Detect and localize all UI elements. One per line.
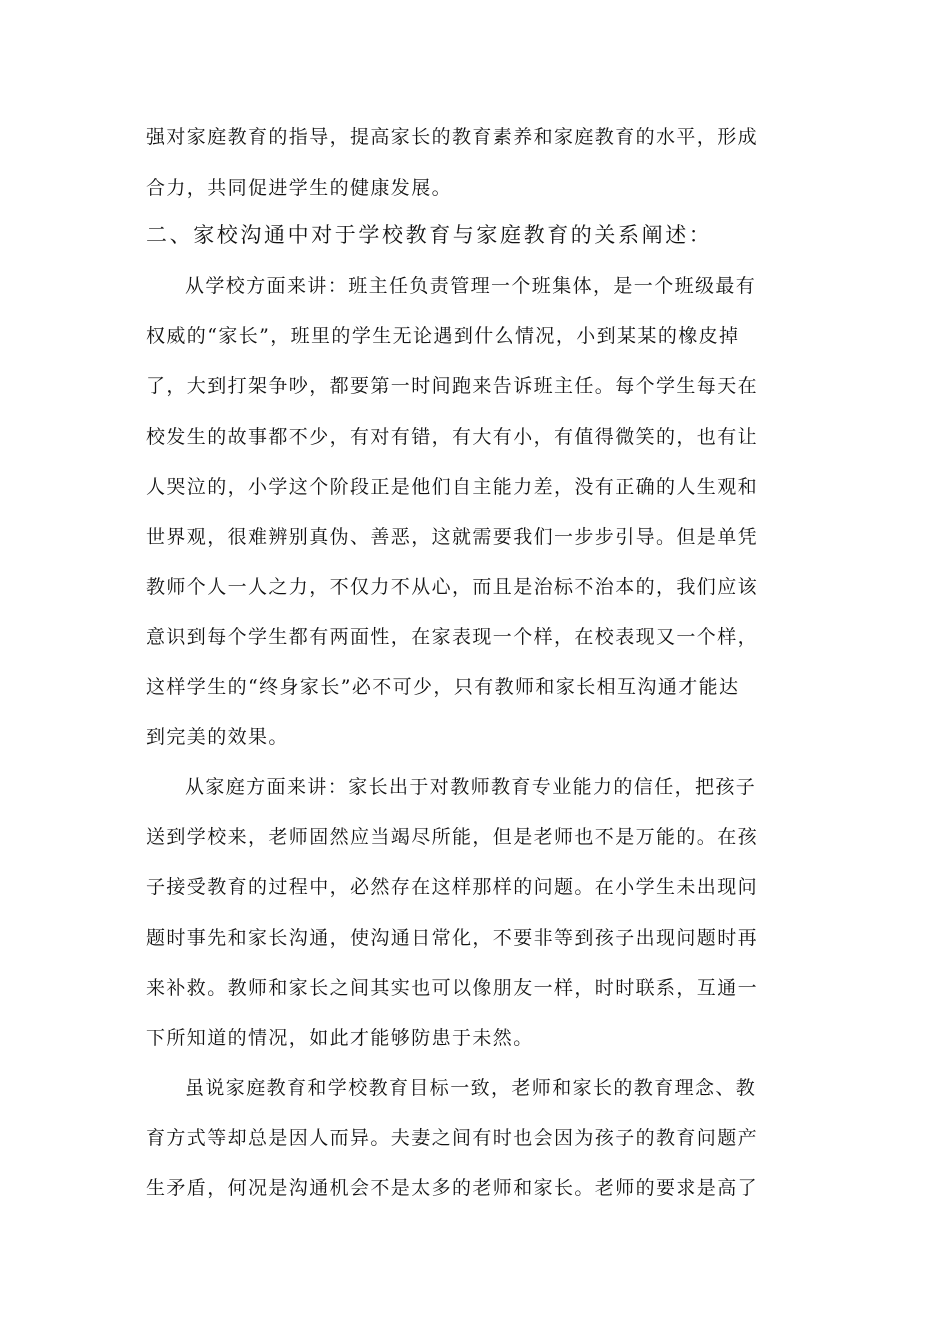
paragraph2-line-4: 题时事先和家长沟通，使沟通日常化，不要非等到孩子出现问题时再: [146, 927, 759, 949]
paragraph1-line-9: 这样学生的“终身家长”必不可少，只有教师和家长相互沟通才能达: [146, 676, 740, 698]
intro-line-2: 合力，共同促进学生的健康发展。: [146, 177, 453, 199]
paragraph1-line-3: 了，大到打架争吵，都要第一时间跑来告诉班主任。每个学生每天在: [146, 375, 759, 397]
paragraph1-line-8: 意识到每个学生都有两面性，在家表现一个样，在校表现又一个样，: [146, 626, 759, 648]
paragraph1-line-7: 教师个人一人之力，不仅力不从心，而且是治标不治本的，我们应该: [146, 576, 759, 598]
paragraph3-line-3: 生矛盾，何况是沟通机会不是太多的老师和家长。老师的要求是高了: [146, 1177, 759, 1199]
section-heading: 二、家校沟通中对于学校教育与家庭教育的关系阐述：: [146, 223, 713, 247]
paragraph1-line-2: 权威的“家长”，班里的学生无论遇到什么情况，小到某某的橡皮掉: [146, 325, 740, 347]
paragraph2-line-3: 子接受教育的过程中，必然存在这样那样的问题。在小学生未出现问: [146, 876, 759, 898]
paragraph3-line-1: 虽说家庭教育和学校教育目标一致，老师和家长的教育理念、教: [185, 1077, 757, 1099]
intro-line-1: 强对家庭教育的指导，提高家长的教育素养和家庭教育的水平，形成: [146, 126, 759, 148]
paragraph2-line-2: 送到学校来，老师固然应当竭尽所能，但是老师也不是万能的。在孩: [146, 826, 759, 848]
paragraph3-line-2: 育方式等却总是因人而异。夫妻之间有时也会因为孩子的教育问题产: [146, 1127, 759, 1149]
paragraph1-line-6: 世界观，很难辨别真伪、善恶，这就需要我们一步步引导。但是单凭: [146, 526, 759, 548]
paragraph2-line-1: 从家庭方面来讲：家长出于对教师教育专业能力的信任，把孩子: [185, 776, 757, 798]
paragraph2-line-5: 来补救。教师和家长之间其实也可以像朋友一样，时时联系，互通一: [146, 977, 759, 999]
paragraph1-line-10: 到完美的效果。: [146, 726, 289, 748]
paragraph1-line-5: 人哭泣的，小学这个阶段正是他们自主能力差，没有正确的人生观和: [146, 476, 759, 498]
paragraph1-line-4: 校发生的故事都不少，有对有错，有大有小，有值得微笑的，也有让: [146, 426, 759, 448]
paragraph2-line-6: 下所知道的情况，如此才能够防患于未然。: [146, 1027, 534, 1049]
paragraph1-line-1: 从学校方面来讲：班主任负责管理一个班集体，是一个班级最有: [185, 275, 757, 297]
